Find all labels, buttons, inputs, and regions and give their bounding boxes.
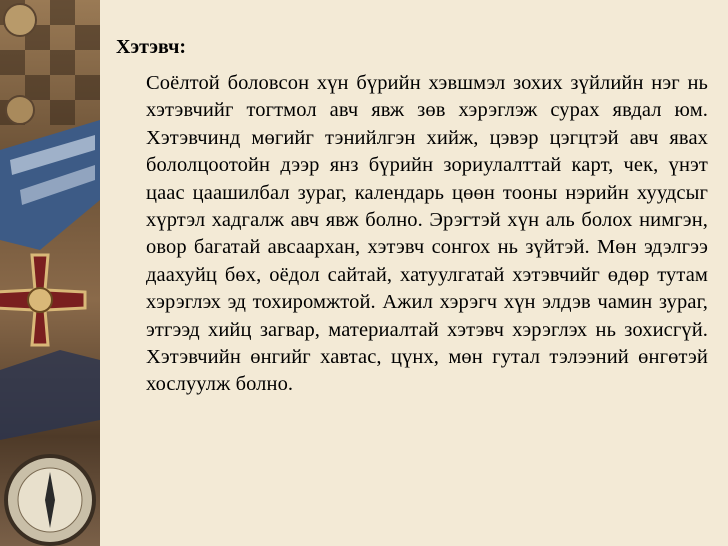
medal-compass-illustration	[0, 0, 100, 546]
slide-content	[100, 0, 728, 546]
slide-title: Хэтэвч:	[116, 36, 187, 58]
decorative-photo-strip	[0, 0, 100, 546]
slide-body-paragraph: Соёлтой боловсон хүн бүрийн хэвшмэл зохих зүйлийн нэг нь хэтэвчийг тогтмол авч явж зөв хэрэглэж сурах явдал юм. Хэтэвчинд мөгийг тэнийлгэн хийж, цэвэр цэгцтэй авч явах бололцоотойн дээр янз бүрийн зориулалттай карт, чек, үнэт цаас цаашилбал зураг, календарь цөөн тооны нэрийн хуудсыг хүртэл хадгалж авч явж болно. Эрэгтэй хүн аль болох нимгэн, овор багатай авсаархан, хэтэвч сонгох нь зүйтэй. Мөн эдэлгээ даахуйц бөх, оёдол сайтай, хатуулгатай хэтэвчийг өдөр тутам хэрэглэх эд тохиромжтой. Ажил хэрэгч хүн элдэв чамин зураг, этгээд хийц загвар, материалтай хэтэвч хэрэглэх нь зохисгүй. Хэтэвчийн өнгийг хавтас, цүнх, мөн гутал тэлээний өнгөтэй хослуулж болно.	[146, 72, 708, 396]
